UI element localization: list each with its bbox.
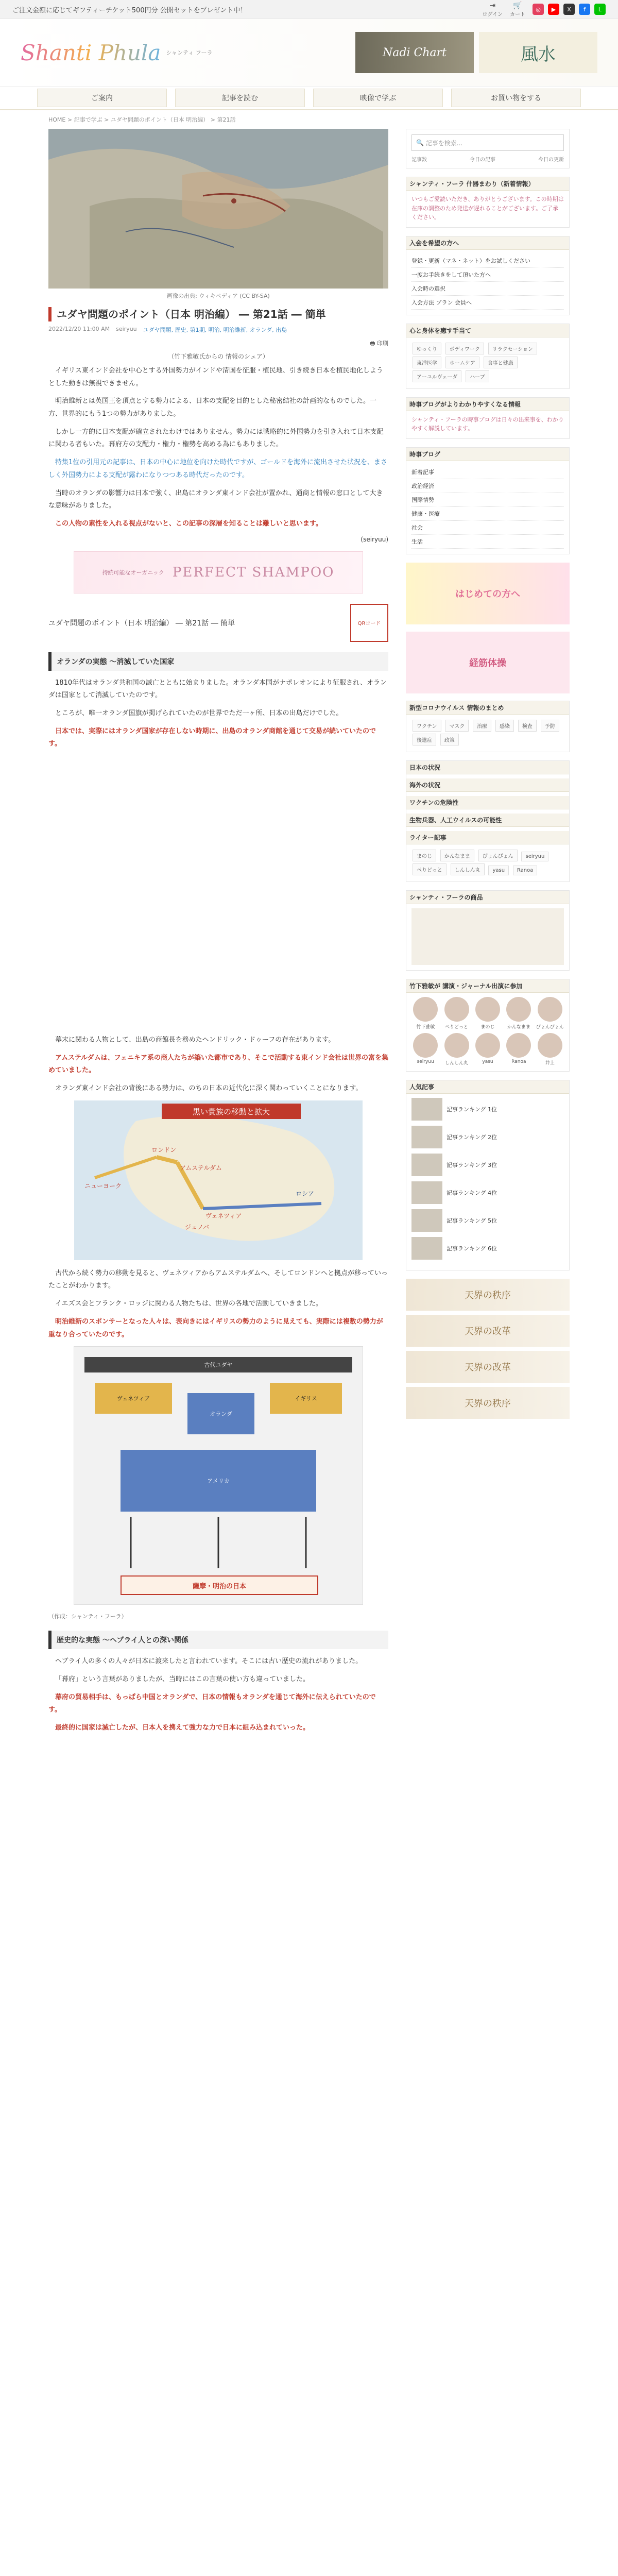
article-meta <box>48 326 388 334</box>
support-widget <box>406 324 570 389</box>
blog-text: シャンティ・フーラの時事ブログは日々の出来事を、わかりやすく解説しています。 <box>411 416 564 432</box>
section1-after <box>48 1267 388 1341</box>
widget-heading: 時事ブログがよりわかりやすくなる情報 <box>406 398 569 411</box>
writer-chip[interactable]: しんしん丸 <box>451 863 485 875</box>
entry-widget <box>406 236 570 315</box>
flow-row: イギリス <box>270 1383 342 1414</box>
print-button[interactable]: 🖶 印刷 <box>370 340 388 347</box>
person-card[interactable]: seiryuu <box>411 1033 439 1066</box>
rank-item[interactable]: 記事ランキング 1位 <box>411 1098 564 1121</box>
category-chip[interactable]: ボディワーク <box>445 343 484 354</box>
hero-caption: 画像の出典: ウィキペディア (CC BY-SA) <box>167 293 270 299</box>
article-lead: （竹下雅敏氏からの 情報のシェア） <box>168 353 269 360</box>
person-card[interactable]: まのじ <box>474 997 502 1030</box>
print-icon: 🖶 <box>370 340 377 347</box>
rank-thumbnail <box>411 1237 442 1260</box>
header-banner-fusui[interactable]: 風水 <box>479 32 597 73</box>
tag-link[interactable]: 生活 <box>411 535 564 549</box>
paragraph: オランダ東インド会社の背後にある勢力は、のちの日本の近代化に深く関わっていくことになります。 <box>55 1084 363 1093</box>
paragraph: イギリス東インド会社を中心とする外国勢力がインドや清国を征服・植民地、引き続き日本を植民地化しようとした動きは無視できません。 <box>48 367 383 387</box>
corona-chip[interactable]: 後遺症 <box>413 734 436 745</box>
rank-item[interactable]: 記事ランキング 2位 <box>411 1126 564 1148</box>
map-label: アムステルダム <box>180 1164 222 1172</box>
stat-label: 今日の記事 <box>470 157 495 163</box>
header-banner-nadi[interactable]: Nadi Chart <box>355 32 474 73</box>
rank-thumbnail <box>411 1126 442 1148</box>
flow-caption: （作成：シャンティ・フーラ） <box>48 1613 127 1620</box>
breadcrumb[interactable]: HOME > 記事で学ぶ > ユダヤ問題のポイント（日本 明治編） > 第21話 <box>48 116 236 123</box>
article-author[interactable]: seiryuu <box>116 326 137 332</box>
search-icon: 🔍 <box>416 139 426 146</box>
paragraph: 幕末に関わる人物として、出島の商館長を務めたヘンドリック・ドゥーフの存在があります。 <box>55 1036 335 1044</box>
widget-heading: シャンティ・フーラ 什器まわり（新着情報） <box>406 177 569 191</box>
entry-link[interactable]: 入会方法 プラン 会員へ <box>411 296 564 310</box>
corona-chip[interactable]: 検査 <box>518 720 537 732</box>
nav-shop[interactable]: お買い物をする <box>451 89 581 107</box>
sns-icons <box>533 4 606 15</box>
nav-read[interactable]: 記事を読む <box>175 89 305 107</box>
writer-chip[interactable]: ぺりどっと <box>413 863 447 875</box>
rank-thumbnail <box>411 1181 442 1204</box>
corona-chip[interactable]: 政策 <box>440 734 459 745</box>
banner-hajimete[interactable]: はじめての方へ <box>406 563 570 624</box>
flow-row: アメリカ <box>121 1450 316 1512</box>
avatar <box>506 1033 531 1058</box>
article-signature: (seiryuu) <box>360 535 388 543</box>
widget-heading: 心と身体を癒す手当て <box>406 324 569 337</box>
map-title: 黒い貴族の移動と拡大 <box>192 1107 270 1116</box>
site-logo[interactable]: Shanti Phula <box>21 40 161 65</box>
news-widget <box>406 177 570 228</box>
category-chip[interactable]: ゆっくり <box>413 343 441 354</box>
writer-chip[interactable]: Ranoa <box>513 866 537 875</box>
person-card[interactable]: しんしん丸 <box>442 1033 470 1066</box>
avatar <box>538 1033 562 1058</box>
entry-link[interactable]: 登録・更新（マネ・ネット）をお試しください <box>411 254 564 268</box>
instagram-icon[interactable]: ◎ <box>533 4 544 15</box>
paragraph: 古代から続く勢力の移動を見ると、ヴェネツィアからアムステルダムへ、そしてロンドンへと拠点が移っていったことがわかります。 <box>48 1269 388 1290</box>
avatar <box>475 997 500 1022</box>
paragraph: ヘブライ人の多くの人々が日本に渡来したと言われています。そこには古い歴史の流れがありました。 <box>55 1657 363 1666</box>
search-input[interactable]: 🔍 記事を検索... <box>411 134 564 151</box>
youtube-icon[interactable]: ▶ <box>548 4 559 15</box>
paragraph-emphasis: この人物の素性を入れる視点がないと、この記事の深層を知ることは難しいと思います。 <box>55 519 322 528</box>
article-tags[interactable]: ユダヤ問題, 歴史, 第1期, 明治, 明治維新, オランダ, 出島 <box>143 327 287 333</box>
footer-banner[interactable]: 天界の改革 <box>406 1351 570 1383</box>
nav-video[interactable]: 映像で学ぶ <box>313 89 443 107</box>
entry-link[interactable]: 一度お手続きをして頂いた方へ <box>411 268 564 282</box>
widget-heading: 新型コロナウイルス 情報のまとめ <box>406 701 569 715</box>
paragraph: イエズス会とフランク・ロッジに関わる人物たちは、世界の各地で活動していきました。 <box>55 1300 322 1308</box>
rank-thumbnail <box>411 1209 442 1232</box>
avatar <box>444 997 469 1022</box>
blog-widget <box>406 397 570 439</box>
corona-chip[interactable]: 感染 <box>495 720 514 732</box>
widget-heading: シャンティ・フーラの商品 <box>406 891 569 904</box>
banner-keiken[interactable]: 経筋体操 <box>406 632 570 693</box>
login-icon: ⇥ <box>489 1 496 10</box>
footer-banner[interactable]: 天界の秩序 <box>406 1279 570 1311</box>
ad-subtitle: 持続可能なオーガニック <box>102 569 164 576</box>
map-label: ニューヨーク <box>84 1182 122 1190</box>
avatar <box>506 997 531 1022</box>
person-card[interactable]: ぺりどっと <box>442 997 470 1030</box>
site-header <box>0 19 618 87</box>
paragraph: 当時のオランダの影響力は日本で強く、出島にオランダ東インド会社が置かれ、通商と情報の窓口として大きな意味がありました。 <box>48 489 383 510</box>
topbar-notice[interactable]: ご注文金額に応じてギフティーチケット500円分 公開セットをプレゼント中！ <box>12 6 247 14</box>
rank-item[interactable]: 記事ランキング 3位 <box>411 1154 564 1176</box>
flow-row: 古代ユダヤ <box>84 1357 352 1372</box>
entry-link[interactable]: 入会時の選択 <box>411 282 564 296</box>
article-date: 2022/12/20 11:00 AM <box>48 326 110 332</box>
footer-banner[interactable]: 天界の秩序 <box>406 1387 570 1419</box>
shop-feature-image[interactable] <box>411 908 564 965</box>
tag-link[interactable]: 社会 <box>411 521 564 535</box>
avatar <box>444 1033 469 1058</box>
category-heading[interactable]: ライター記事 <box>406 831 569 844</box>
tag-widget <box>406 447 570 554</box>
flow-end: 薩摩・明治の日本 <box>121 1575 318 1595</box>
rank-thumbnail <box>411 1154 442 1176</box>
tag-link[interactable]: 政治経済 <box>411 479 564 493</box>
paragraph-emphasis: 最終的に国家は滅亡したが、日本人を携えて強力な力で日本に組み込まれていった。 <box>55 1723 310 1732</box>
tag-link[interactable]: 健康・医療 <box>411 507 564 521</box>
ranking-widget <box>406 1080 570 1270</box>
qr-code: QRコード <box>350 604 388 642</box>
article-title: ユダヤ問題のポイント（日本 明治編） ― 第21話 ― 簡単 <box>48 307 388 321</box>
writer-chip[interactable]: かんなまま <box>440 850 474 861</box>
topbar <box>0 0 618 19</box>
tag-link[interactable]: 国際情勢 <box>411 493 564 507</box>
paragraph-emphasis: 日本では、実際にはオランダ国家が存在しない時期に、出島のオランダ商館を通じて交易が続いていたのです。 <box>48 727 376 748</box>
section2-body <box>48 1655 388 1734</box>
sidebar <box>406 129 570 1740</box>
category-chip[interactable]: ハーブ <box>466 370 489 382</box>
avatar <box>538 997 562 1022</box>
map-label: ジェノバ <box>185 1223 210 1231</box>
widget-heading: 入会を希望の方へ <box>406 236 569 250</box>
paragraph-link[interactable]: 特集1位の引用元の記事は、日本の中心に地位を向けた時代ですが、ゴールドを海外に流出させた状況を、まさしく外国勢力による支配が露わになりつつある時代だったのです。 <box>48 459 388 479</box>
rank-item[interactable]: 記事ランキング 4位 <box>411 1181 564 1204</box>
flow-arrows <box>74 1347 363 1604</box>
paragraph: ところが、唯一オランダ国旗が掲げられていたのが世界でただ一ヶ所、日本の出島だけでした。 <box>55 709 343 717</box>
ad-title: PERFECT SHAMPOO <box>172 564 335 580</box>
person-card[interactable]: Ranoa <box>505 1033 533 1066</box>
stat-label: 今日の更新 <box>538 157 564 163</box>
global-nav <box>0 87 618 110</box>
section-heading: オランダの実態 〜消滅していた国家 <box>48 652 388 671</box>
person-card[interactable]: かんなまま <box>505 997 533 1030</box>
map-label: ヴェネツィア <box>205 1212 242 1219</box>
avatar <box>413 1033 438 1058</box>
person-card[interactable]: yasu <box>474 1033 502 1066</box>
category-heading[interactable]: 生物兵器、人工ウイルスの可能性 <box>406 814 569 827</box>
search-widget <box>406 129 570 168</box>
nav-guide[interactable]: ご案内 <box>37 89 167 107</box>
news-text: いつもご愛読いただき、ありがとうございます。この時期は在庫の調整のため発送が遅れることがございます。ご了承ください。 <box>411 196 564 221</box>
rank-thumbnail <box>411 1098 442 1121</box>
logo-subtitle: シャンティ フーラ <box>166 49 213 56</box>
widget-heading: 人気記事 <box>406 1080 569 1094</box>
people-widget <box>406 979 570 1072</box>
map-label: ロシア <box>296 1190 315 1197</box>
paragraph: 明治維新とは英国王を頂点とする勢力による、日本の支配を目的とした秘密結社の計画的なものでした。一方、世界的にもう1つの勢力がありました。 <box>48 397 377 418</box>
corona-chip[interactable]: 予防 <box>541 720 559 732</box>
corona-chip[interactable]: マスク <box>445 720 469 732</box>
rank-item[interactable]: 記事ランキング 5位 <box>411 1209 564 1232</box>
category-heading[interactable]: 日本の状況 <box>406 761 569 774</box>
writer-chip[interactable]: seiryuu <box>521 852 548 861</box>
stat-label: 記事数 <box>411 157 427 163</box>
facebook-icon[interactable]: f <box>579 4 590 15</box>
article-subtitle: ユダヤ問題のポイント（日本 明治編） ― 第21話 ― 簡単 <box>48 619 235 628</box>
main-column <box>48 129 388 1740</box>
corona-widget <box>406 701 570 752</box>
paragraph-emphasis: 幕府の貿易相手は、もっぱら中国とオランダで、日本の情報もオランダを通じて海外に伝えられていたのです。 <box>48 1693 376 1714</box>
article-body <box>48 365 388 531</box>
cart-button[interactable]: 🛒 カート <box>510 1 525 18</box>
widget-heading: 竹下雅敏が 講演・ジャーナル出演に参加 <box>406 979 569 993</box>
paragraph-emphasis: アムステルダムは、フェニキア系の商人たちが築いた都市であり、そこで活動する東インド会社は世界の富を集めていました。 <box>48 1054 389 1075</box>
paragraph: 「幕府」という言葉がありましたが、当時にはこの言葉の使い方も違っていました。 <box>55 1675 310 1683</box>
category-chip[interactable]: 東洋医学 <box>413 357 441 368</box>
category-chip[interactable]: ホームケア <box>445 357 479 368</box>
category-heading[interactable]: ワクチンの危険性 <box>406 796 569 809</box>
corona-chip[interactable]: 治療 <box>473 720 491 732</box>
category-heading[interactable]: 海外の状況 <box>406 778 569 792</box>
avatar <box>413 997 438 1022</box>
footer-banner[interactable]: 天界の改革 <box>406 1315 570 1347</box>
writer-chip[interactable]: ぴょんぴょん <box>478 850 518 861</box>
writer-chip[interactable]: まのじ <box>413 850 436 861</box>
lineage-flow-chart <box>74 1346 363 1605</box>
map-label: ロンドン <box>151 1146 177 1154</box>
category-chip[interactable]: リラクセーション <box>488 343 537 354</box>
tag-link[interactable]: 新着記事 <box>411 465 564 479</box>
paragraph: 1810年代はオランダ共和国の滅亡とともに始まりました。オランダ本国がナポレオンにより征服され、オランダは国家として消滅していたのです。 <box>48 679 387 700</box>
login-button[interactable]: ⇥ ログイン <box>482 1 503 18</box>
embedded-content-placeholder <box>48 756 388 1034</box>
section1-more <box>48 1034 388 1095</box>
rank-item[interactable]: 記事ランキング 6位 <box>411 1237 564 1260</box>
paragraph: しかし一方的に日本支配が確立されたわけではありません。勢力には戦略的に外国勢力を引き入れて日本支配に関わる者もいた。幕府方の支配力・権力・権勢を高める為にもありました。 <box>48 428 384 449</box>
category-widget <box>406 760 570 882</box>
flow-row: オランダ <box>187 1393 254 1434</box>
section1-body <box>48 677 388 751</box>
category-chip[interactable]: 食事と健康 <box>484 357 518 368</box>
person-card[interactable]: ぴょんぴょん <box>536 997 564 1030</box>
person-card[interactable]: 竹下雅敏 <box>411 997 439 1030</box>
x-icon[interactable]: X <box>563 4 575 15</box>
category-chip[interactable]: アーユルヴェーダ <box>413 370 461 382</box>
shop-widget <box>406 890 570 971</box>
article-subtitle-box <box>48 604 388 642</box>
widget-heading: 時事ブログ <box>406 448 569 461</box>
hero-map-image <box>48 129 388 289</box>
person-card[interactable]: 井上 <box>536 1033 564 1066</box>
corona-chip[interactable]: ワクチン <box>413 720 441 732</box>
black-nobility-map <box>74 1100 363 1260</box>
ad-banner-shampoo[interactable] <box>74 551 363 594</box>
cart-icon: 🛒 <box>513 1 522 10</box>
avatar <box>475 1033 500 1058</box>
line-icon[interactable]: L <box>594 4 606 15</box>
flow-row: ヴェネツィア <box>95 1383 172 1414</box>
section-heading: 歴史的な実態 〜ヘブライ人との深い関係 <box>48 1631 388 1649</box>
paragraph-emphasis: 明治維新のスポンサーとなった人々は、表向きにはイギリスの勢力のように見えても、実際には複数の勢力が重なり合っていたのです。 <box>48 1317 383 1338</box>
writer-chip[interactable]: yasu <box>488 866 509 875</box>
